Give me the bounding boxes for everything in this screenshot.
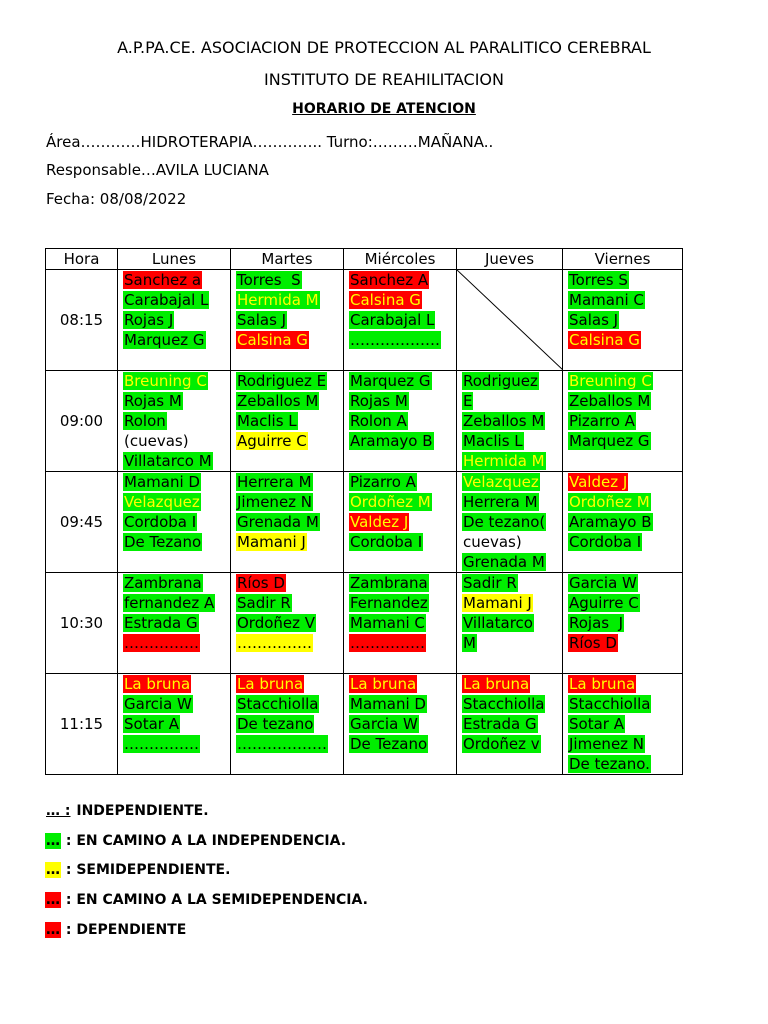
patient-entry xyxy=(349,310,456,330)
header-subtitle: INSTITUTO DE REAHILITACION xyxy=(264,70,504,89)
patient-name: De Tezano xyxy=(124,533,202,551)
legend-item xyxy=(45,862,230,878)
patient-name: Villatarco M xyxy=(124,452,212,470)
patient-entry xyxy=(568,391,682,411)
patient-entry xyxy=(123,714,230,734)
patient-name: Zeballos M xyxy=(463,412,545,430)
patient-name: Jimenez N xyxy=(237,493,313,511)
column-header-viernes: Viernes xyxy=(563,249,683,270)
table-header-row xyxy=(46,249,683,270)
patient-name: Garcia W xyxy=(350,715,418,733)
patient-name: La bruna xyxy=(124,675,191,693)
legend-item xyxy=(45,922,186,938)
patient-name: Aramayo B xyxy=(569,513,652,531)
patient-name: Sadir R xyxy=(237,594,291,612)
patient-entry xyxy=(568,512,682,532)
schedule-cell xyxy=(231,472,344,573)
patient-entry xyxy=(568,573,682,593)
patient-entry xyxy=(462,512,562,532)
patient-name: Breuning C xyxy=(569,372,652,390)
patient-entry xyxy=(123,512,230,532)
patient-name: Pizarro A xyxy=(569,412,635,430)
patient-name: De Tezano xyxy=(350,735,428,753)
patient-name: Maclis L xyxy=(237,412,297,430)
patient-name: Carabajal L xyxy=(124,291,209,309)
patient-entry xyxy=(462,674,562,694)
patient-entry xyxy=(462,451,562,471)
schedule-cell xyxy=(118,371,231,472)
patient-name: Rojas M xyxy=(124,392,182,410)
patient-name: La bruna xyxy=(350,675,417,693)
patient-name: De tezano( xyxy=(463,513,546,531)
patient-name: Rodriguez E xyxy=(237,372,327,390)
patient-entry xyxy=(349,734,456,754)
patient-name: Ordoñez V xyxy=(237,614,316,632)
hour-cell: 08:15 xyxy=(46,270,118,371)
patient-entry xyxy=(349,270,456,290)
patient-name: …………… xyxy=(350,634,425,652)
patient-name: Velazquez xyxy=(463,473,539,491)
patient-name: Velazquez xyxy=(124,493,200,511)
patient-entry xyxy=(462,492,562,512)
patient-name: Fernandez xyxy=(350,594,428,612)
hour-cell: 11:15 xyxy=(46,674,118,775)
patient-name: Stacchiolla xyxy=(237,695,319,713)
patient-name: Mamani C xyxy=(350,614,425,632)
patient-name: Rolon A xyxy=(350,412,407,430)
patient-name: Mamani C xyxy=(569,291,644,309)
schedule-heading: HORARIO DE ATENCION xyxy=(292,101,476,117)
column-header-jueves: Jueves xyxy=(457,249,563,270)
patient-name: Hermida M xyxy=(237,291,319,309)
patient-entry xyxy=(462,472,562,492)
legend-label: : DEPENDIENTE xyxy=(61,922,187,938)
patient-entry xyxy=(236,573,343,593)
legend-swatch: … : xyxy=(46,803,71,819)
patient-name: Sadir R xyxy=(463,574,517,592)
patient-entry xyxy=(123,330,230,350)
patient-entry xyxy=(236,714,343,734)
patient-name: Rojas M xyxy=(350,392,408,410)
fecha-line: Fecha: 08/08/2022 xyxy=(46,190,187,208)
patient-name: fernandez A xyxy=(124,594,215,612)
patient-entry xyxy=(123,310,230,330)
schedule-cell xyxy=(231,573,344,674)
patient-entry xyxy=(349,512,456,532)
table-row xyxy=(46,371,683,472)
patient-entry xyxy=(462,694,562,714)
patient-entry xyxy=(123,674,230,694)
patient-entry xyxy=(462,552,562,572)
patient-entry xyxy=(349,633,456,653)
patient-entry xyxy=(123,411,230,431)
patient-entry xyxy=(349,573,456,593)
patient-entry xyxy=(568,270,682,290)
patient-name: Cordoba I xyxy=(350,533,423,551)
patient-entry xyxy=(123,573,230,593)
patient-entry xyxy=(349,492,456,512)
schedule-cell xyxy=(344,573,457,674)
schedule-cell xyxy=(457,674,563,775)
patient-name: Calsina G xyxy=(569,331,640,349)
empty-slot-cell xyxy=(457,270,563,371)
patient-name: Mamani D xyxy=(124,473,200,491)
patient-name: Mamani J xyxy=(237,533,306,551)
patient-name: Ríos D xyxy=(237,574,285,592)
patient-entry xyxy=(568,633,682,653)
patient-entry xyxy=(568,593,682,613)
patient-entry xyxy=(462,714,562,734)
patient-entry xyxy=(349,593,456,613)
patient-name: Rolon xyxy=(124,412,166,430)
legend-item xyxy=(45,803,209,819)
patient-entry xyxy=(123,492,230,512)
patient-name: Sotar A xyxy=(569,715,624,733)
patient-entry xyxy=(349,411,456,431)
patient-name: Herrera M xyxy=(237,473,312,491)
patient-entry xyxy=(123,734,230,754)
patient-name: Marquez G xyxy=(569,432,650,450)
patient-name: Marquez G xyxy=(350,372,431,390)
patient-entry xyxy=(462,391,562,411)
schedule-cell xyxy=(231,371,344,472)
patient-entry xyxy=(236,371,343,391)
patient-name: De tezano. xyxy=(569,755,650,773)
patient-entry xyxy=(236,330,343,350)
schedule-cell xyxy=(118,573,231,674)
patient-name: Cordoba I xyxy=(124,513,197,531)
patient-entry xyxy=(236,694,343,714)
column-header-martes: Martes xyxy=(231,249,344,270)
patient-entry xyxy=(462,734,562,754)
patient-entry xyxy=(236,431,343,451)
patient-name: Zambrana xyxy=(350,574,428,592)
patient-name: Stacchiolla xyxy=(569,695,651,713)
patient-entry xyxy=(462,431,562,451)
patient-entry xyxy=(123,290,230,310)
patient-entry xyxy=(568,714,682,734)
hour-cell: 10:30 xyxy=(46,573,118,674)
schedule-cell xyxy=(563,270,683,371)
patient-name: Garcia W xyxy=(569,574,637,592)
patient-name: Zambrana xyxy=(124,574,202,592)
patient-entry xyxy=(236,270,343,290)
patient-name: …………… xyxy=(237,634,312,652)
patient-name: Herrera M xyxy=(463,493,538,511)
patient-entry xyxy=(568,532,682,552)
patient-name: cuevas) xyxy=(463,533,522,551)
patient-name: Sotar A xyxy=(124,715,179,733)
patient-name: Hermida M xyxy=(463,452,545,470)
patient-name: Ordoñez M xyxy=(350,493,431,511)
patient-name: Sanchez A xyxy=(350,271,429,289)
patient-entry xyxy=(236,674,343,694)
schedule-cell xyxy=(118,472,231,573)
patient-entry xyxy=(568,694,682,714)
patient-name: Maclis L xyxy=(463,432,523,450)
column-header-hora: Hora xyxy=(46,249,118,270)
patient-entry xyxy=(462,613,562,633)
patient-name: Valdez J xyxy=(569,473,628,491)
patient-name: Stacchiolla xyxy=(463,695,545,713)
patient-entry xyxy=(236,310,343,330)
patient-entry xyxy=(568,492,682,512)
patient-entry xyxy=(236,492,343,512)
patient-entry xyxy=(236,613,343,633)
patient-entry xyxy=(568,411,682,431)
diagonal-strike xyxy=(457,270,563,370)
patient-entry xyxy=(349,290,456,310)
patient-entry xyxy=(236,734,343,754)
patient-name: Grenada M xyxy=(463,553,545,571)
schedule-cell xyxy=(118,674,231,775)
patient-entry xyxy=(349,714,456,734)
patient-name: E xyxy=(463,392,473,410)
legend-swatch: … xyxy=(46,833,60,849)
patient-name: Torres S xyxy=(237,271,301,289)
patient-entry xyxy=(568,310,682,330)
patient-name: (cuevas) xyxy=(124,432,189,450)
schedule-cell xyxy=(563,674,683,775)
patient-entry xyxy=(349,613,456,633)
schedule-cell xyxy=(344,472,457,573)
patient-name: De tezano xyxy=(237,715,314,733)
patient-name: Mamani J xyxy=(463,594,532,612)
legend-item xyxy=(45,833,346,849)
hour-cell: 09:00 xyxy=(46,371,118,472)
patient-entry xyxy=(123,633,230,653)
patient-name: Estrada G xyxy=(124,614,198,632)
patient-name: Mamani D xyxy=(350,695,426,713)
patient-name: Aramayo B xyxy=(350,432,433,450)
patient-entry xyxy=(349,694,456,714)
table-row xyxy=(46,573,683,674)
patient-entry xyxy=(123,451,230,471)
patient-entry xyxy=(236,512,343,532)
patient-name: Salas J xyxy=(569,311,619,329)
patient-entry xyxy=(349,330,456,350)
patient-entry xyxy=(236,532,343,552)
patient-name: Salas J xyxy=(237,311,287,329)
patient-entry xyxy=(123,391,230,411)
patient-entry xyxy=(568,472,682,492)
schedule-cell xyxy=(563,371,683,472)
patient-entry xyxy=(462,411,562,431)
patient-entry xyxy=(568,330,682,350)
patient-entry xyxy=(123,431,230,451)
schedule-cell xyxy=(457,573,563,674)
patient-name: Breuning C xyxy=(124,372,207,390)
legend-label: INDEPENDIENTE. xyxy=(71,803,209,819)
patient-name: Carabajal L xyxy=(350,311,435,329)
patient-name: ……………… xyxy=(350,331,440,349)
patient-entry xyxy=(462,633,562,653)
patient-name: Garcia W xyxy=(124,695,192,713)
table-row xyxy=(46,674,683,775)
patient-name: Aguirre C xyxy=(237,432,307,450)
patient-entry xyxy=(568,734,682,754)
patient-entry xyxy=(349,431,456,451)
patient-entry xyxy=(349,391,456,411)
legend-swatch: … xyxy=(46,862,60,878)
patient-entry xyxy=(349,674,456,694)
schedule-cell xyxy=(457,472,563,573)
patient-name: Rodriguez xyxy=(463,372,538,390)
patient-entry xyxy=(123,270,230,290)
legend-label: : SEMIDEPENDIENTE. xyxy=(61,862,231,878)
patient-entry xyxy=(236,633,343,653)
patient-entry xyxy=(123,613,230,633)
schedule-cell xyxy=(457,371,563,472)
patient-entry xyxy=(123,472,230,492)
patient-entry xyxy=(349,472,456,492)
patient-name: La bruna xyxy=(569,675,636,693)
patient-entry xyxy=(123,532,230,552)
patient-entry xyxy=(236,593,343,613)
schedule-cell xyxy=(344,270,457,371)
schedule-cell xyxy=(231,270,344,371)
patient-entry xyxy=(123,694,230,714)
patient-name: Calsina G xyxy=(237,331,308,349)
patient-entry xyxy=(568,290,682,310)
diagonal-line xyxy=(457,270,563,370)
patient-name: Jimenez N xyxy=(569,735,645,753)
patient-name: Grenada M xyxy=(237,513,319,531)
legend-swatch: … xyxy=(46,892,60,908)
schedule-cell xyxy=(344,371,457,472)
patient-name: Ríos D xyxy=(569,634,617,652)
patient-name: Estrada G xyxy=(463,715,537,733)
patient-name: M xyxy=(463,634,476,652)
area-line: Área…………HIDROTERAPIA………….. Turno:………MAÑANA.. xyxy=(46,133,494,151)
patient-entry xyxy=(462,371,562,391)
patient-name: Rojas J xyxy=(124,311,174,329)
patient-name: La bruna xyxy=(463,675,530,693)
responsable-line: Responsable…AVILA LUCIANA xyxy=(46,161,269,179)
patient-name: Zeballos M xyxy=(237,392,319,410)
patient-name: Ordoñez M xyxy=(569,493,650,511)
patient-name: Aguirre C xyxy=(569,594,639,612)
patient-name: …………… xyxy=(124,735,199,753)
patient-name: Villatarco xyxy=(463,614,533,632)
patient-entry xyxy=(462,573,562,593)
legend-item xyxy=(45,892,368,908)
patient-name: Sanchez a xyxy=(124,271,202,289)
schedule-cell xyxy=(231,674,344,775)
patient-name: Torres S xyxy=(569,271,628,289)
table-row xyxy=(46,472,683,573)
patient-entry xyxy=(568,674,682,694)
patient-entry xyxy=(236,391,343,411)
patient-name: Ordoñez v xyxy=(463,735,540,753)
legend-swatch: … xyxy=(46,922,60,938)
schedule-cell xyxy=(118,270,231,371)
patient-entry xyxy=(236,411,343,431)
schedule-table xyxy=(45,248,683,775)
patient-name: La bruna xyxy=(237,675,304,693)
patient-name: Valdez J xyxy=(350,513,409,531)
schedule-cell xyxy=(563,573,683,674)
patient-entry xyxy=(349,532,456,552)
patient-name: Calsina G xyxy=(350,291,421,309)
patient-name: Cordoba I xyxy=(569,533,642,551)
patient-name: Marquez G xyxy=(124,331,205,349)
patient-entry xyxy=(568,613,682,633)
table-row xyxy=(46,270,683,371)
legend-label: : EN CAMINO A LA INDEPENDENCIA. xyxy=(61,833,347,849)
patient-entry xyxy=(349,371,456,391)
column-header-miercoles: Miércoles xyxy=(344,249,457,270)
patient-name: Pizarro A xyxy=(350,473,416,491)
patient-entry xyxy=(462,532,562,552)
column-header-lunes: Lunes xyxy=(118,249,231,270)
patient-entry xyxy=(568,431,682,451)
patient-entry xyxy=(568,754,682,774)
patient-name: …………… xyxy=(124,634,199,652)
patient-entry xyxy=(568,371,682,391)
patient-name: ……………… xyxy=(237,735,327,753)
patient-entry xyxy=(123,593,230,613)
header-title: A.P.PA.CE. ASOCIACION DE PROTECCION AL PARALITICO CEREBRAL xyxy=(117,38,651,57)
patient-name: Zeballos M xyxy=(569,392,651,410)
hour-cell: 09:45 xyxy=(46,472,118,573)
patient-entry xyxy=(236,290,343,310)
schedule-cell xyxy=(344,674,457,775)
legend-label: : EN CAMINO A LA SEMIDEPENDENCIA. xyxy=(61,892,368,908)
patient-entry xyxy=(123,371,230,391)
schedule-cell xyxy=(563,472,683,573)
patient-entry xyxy=(462,593,562,613)
patient-name: Rojas J xyxy=(569,614,624,632)
patient-entry xyxy=(236,472,343,492)
